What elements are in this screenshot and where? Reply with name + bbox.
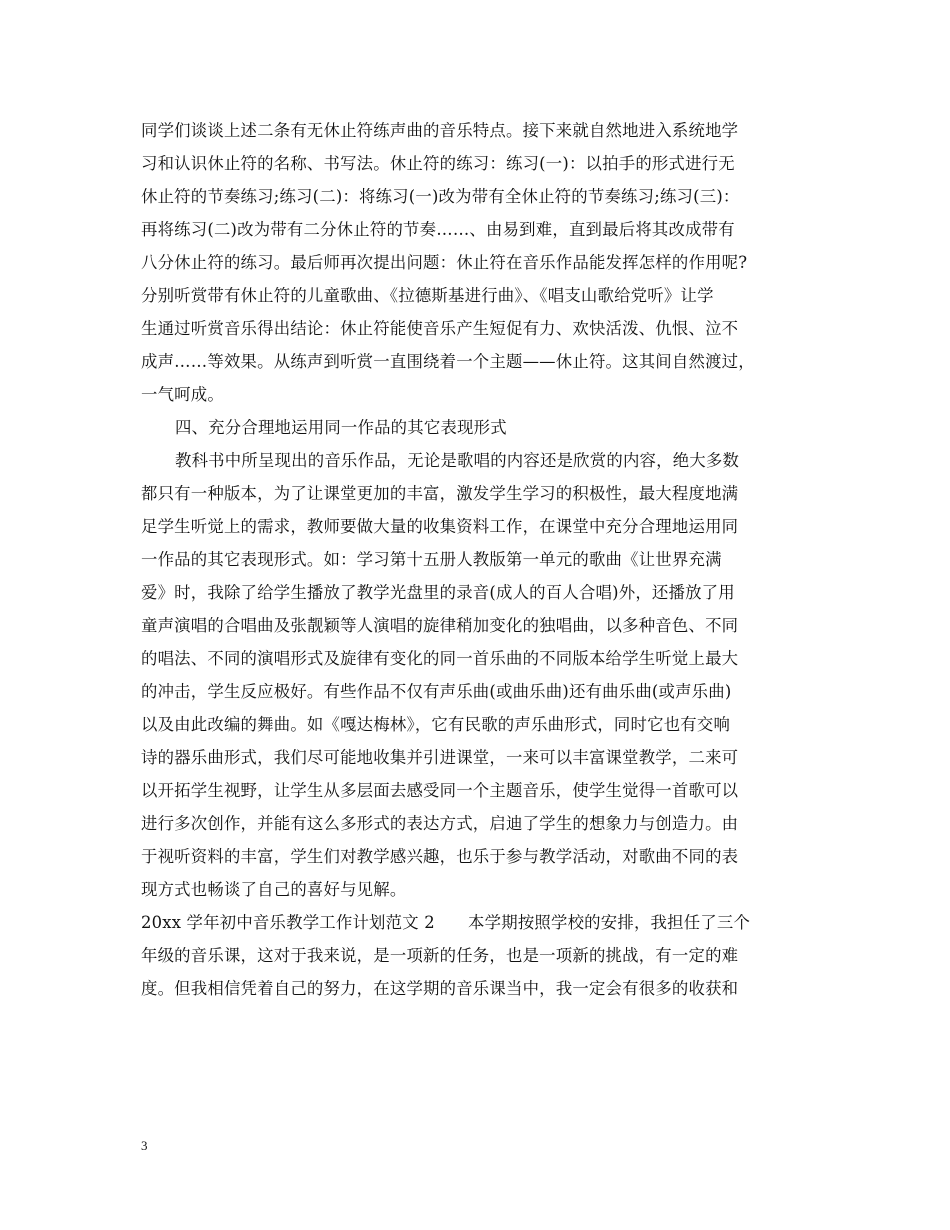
text-line: 以及由此改编的舞曲。如《嘎达梅林》，它有民歌的声乐曲形式，同时它也有交响 [141,715,731,734]
text-line: 一作品的其它表现形式。如：学习第十五册人教版第一单元的歌曲《让世界充满 [141,550,722,569]
text-line: 童声演唱的合唱曲及张靓颖等人演唱的旋律稍加变化的独唱曲，以多种音色、不同 [141,616,739,635]
text-line: 于视听资料的丰富，学生们对教学感兴趣，也乐于参与教学活动，对歌曲不同的表 [141,847,739,866]
text-line: 教科书中所呈现出的音乐作品，无论是歌唱的内容还是欣赏的内容，绝大多数 [175,451,740,470]
text-line: 再将练习(二)改为带有二分休止符的节奏……、由易到难，直到最后将其改成带有 [141,220,735,239]
text-line: 生通过听赏音乐得出结论：休止符能使音乐产生短促有力、欢快活泼、仇恨、泣不 [141,319,739,338]
section-heading: 四、充分合理地运用同一作品的其它表现形式 [175,418,507,437]
text-line: 进行多次创作，并能有这么多形式的表达方式，启迪了学生的想象力与创造力。由 [141,814,739,833]
text-line: 爱》时，我除了给学生播放了教学光盘里的录音(成人的百人合唱)外，还播放了用 [141,583,735,602]
text-line: 一气呵成。 [141,385,224,404]
text-line: 八分休止符的练习。最后师再次提出问题：休止符在音乐作品能发挥怎样的作用呢? [141,253,748,272]
document-body [141,114,813,1005]
text-line: 年级的音乐课，这对于我来说，是一项新的任务，也是一项新的挑战，有一定的难 [141,946,739,965]
text-line: 足学生听觉上的需求，教师要做大量的收集资料工作，在课堂中充分合理地运用同 [141,517,739,536]
text-line: 的冲击，学生反应极好。有些作品不仅有声乐曲(或曲乐曲)还有曲乐曲(或声乐曲) [141,682,732,701]
text-line: 同学们谈谈上述二条有无休止符练声曲的音乐特点。接下来就自然地进入系统地学 [141,121,739,140]
text-line: 习和认识休止符的名称、书写法。休止符的练习：练习(一)：以拍手的形式进行无 [141,154,735,173]
text-line: 诗的器乐曲形式，我们尽可能地收集并引进课堂，一来可以丰富课堂教学，二来可 [141,748,739,767]
text-line: 20xx 学年初中音乐教学工作计划范文 2 本学期按照学校的安排，我担任了三个 [141,913,751,932]
text-line: 成声……等效果。从练声到听赏一直围绕着一个主题——休止符。这其间自然渡过， [141,352,755,371]
text-line: 的唱法、不同的演唱形式及旋律有变化的同一首乐曲的不同版本给学生听觉上最大 [141,649,739,668]
text-line: 以开拓学生视野，让学生从多层面去感受同一个主题音乐，使学生觉得一首歌可以 [141,781,739,800]
page-number: 3 [141,1138,148,1153]
text-line: 现方式也畅谈了自己的喜好与见解。 [141,880,407,899]
text-line: 都只有一种版本，为了让课堂更加的丰富，激发学生学习的积极性，最大程度地满 [141,484,739,503]
text-line: 分别听赏带有休止符的儿童歌曲、《拉德斯基进行曲》、《唱支山歌给党听》让学 [141,286,714,305]
text-line: 休止符的节奏练习;练习(二)：将练习(一)改为带有全休止符的节奏练习;练习(三)： [141,187,740,206]
text-line: 度。但我相信凭着自己的努力，在这学期的音乐课当中，我一定会有很多的收获和 [141,979,739,998]
